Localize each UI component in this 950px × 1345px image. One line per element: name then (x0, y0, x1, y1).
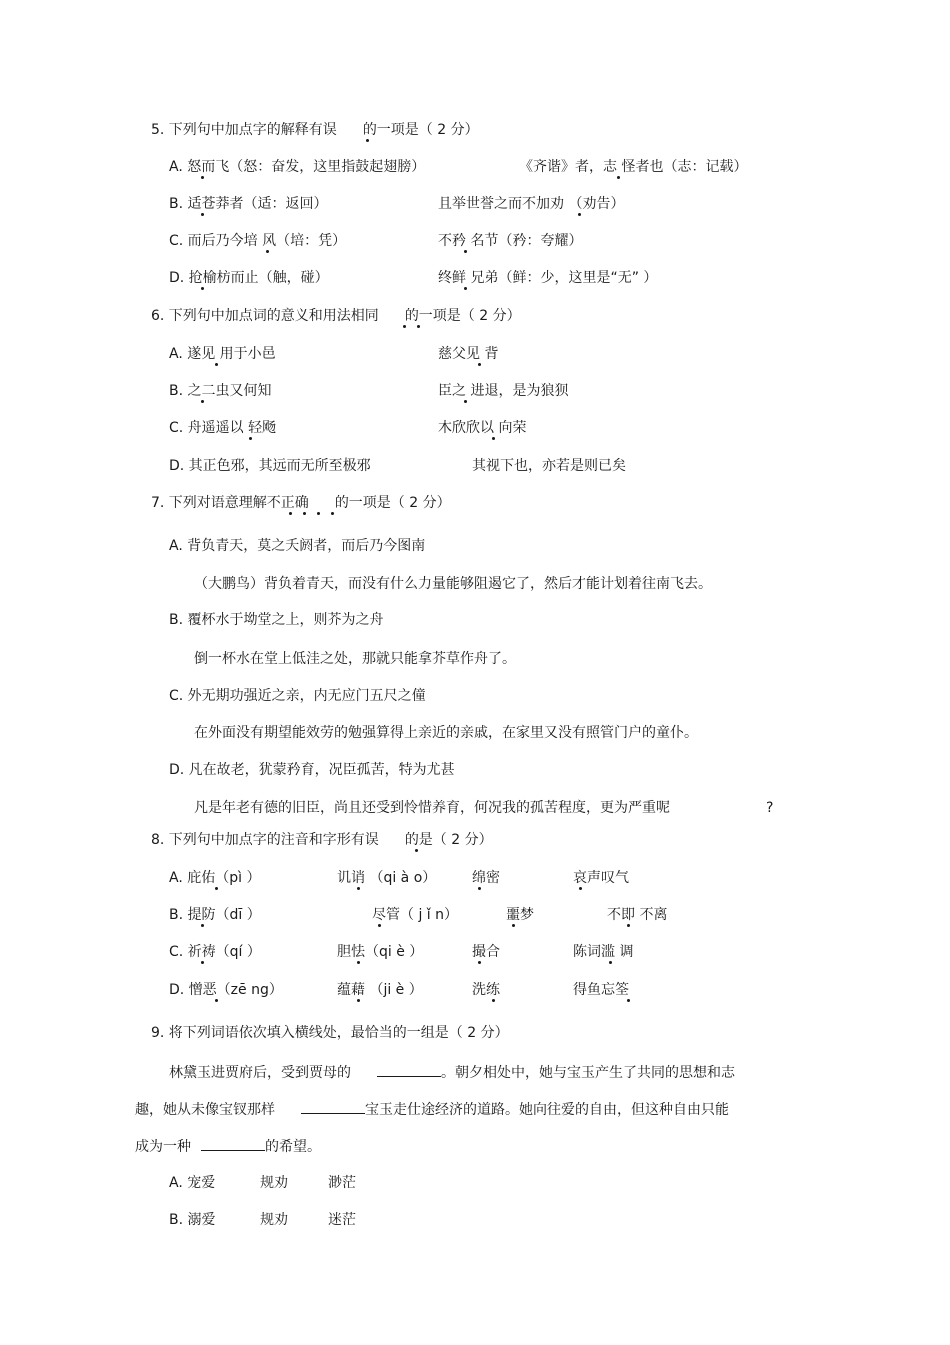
q5-option-d-right: 终鲜 兄弟（鲜：少，这里是“无” ） (438, 270, 658, 286)
emphasis-dot (201, 287, 204, 290)
emphasis-dot (201, 176, 204, 179)
emphasis-dot (492, 437, 495, 440)
q8-b-item-3: 噩梦 (506, 907, 534, 923)
emphasis-dot (303, 512, 306, 515)
q9-b-word-3: 迷茫 (328, 1212, 356, 1228)
emphasis-dot (579, 887, 582, 890)
emphasis-dot (478, 363, 481, 366)
q7-option-a-explanation: （大鹏鸟）背负着青天，而没有什么力量能够阻遏它了，然后才能计划着往南飞去。 (194, 576, 712, 592)
emphasis-dot (249, 437, 252, 440)
emphasis-dot (317, 512, 320, 515)
q8-c-item-3: 撮合 (472, 944, 500, 960)
q6-option-a-left: A. 遂见 用于小邑 (169, 346, 276, 362)
emphasis-dot (464, 287, 467, 290)
fill-blank-3 (201, 1136, 265, 1151)
q8-d-item-3: 洗练 (472, 982, 500, 998)
q6-option-d-left: D. 其正色邪，其远而无所至极邪 (169, 458, 371, 474)
q9-b-word-1: B. 溺爱 (169, 1212, 216, 1228)
q9-a-word-1: A. 宠爱 (169, 1175, 216, 1191)
fill-blank-2 (301, 1099, 365, 1114)
q5-option-d-left: D. 抢榆枋而止（触，碰） (169, 270, 329, 286)
q5-option-b-left: B. 适苍莽者（适：返回） (169, 196, 328, 212)
q6-option-c-right: 木欣欣以 向荣 (438, 420, 527, 436)
emphasis-dot (366, 139, 369, 142)
q7-option-d-explanation: 凡是年老有德的旧臣，尚且还受到怜惜养育，何况我的孤苦程度，更为严重呢 (194, 800, 670, 816)
emphasis-dot (357, 999, 360, 1002)
q7-option-a: A. 背负青天，莫之夭阏者，而后乃今图南 (169, 538, 426, 554)
emphasis-dot (492, 999, 495, 1002)
emphasis-dot (215, 363, 218, 366)
emphasis-dot (627, 999, 630, 1002)
q8-b-item-4: 不即 不离 (607, 907, 668, 923)
q7-option-d-question-mark: ? (766, 800, 774, 816)
q8-c-item-2: 胆怯（qi è ） (337, 944, 424, 960)
q9-passage-line-2: 趣，她从未像宝钗那样 宝玉走仕途经济的道路。她向往爱的自由，但这种自由只能 (135, 1099, 729, 1120)
q8-a-item-4: 哀声叹气 (573, 870, 629, 886)
emphasis-dot (417, 325, 420, 328)
q9-b-word-2: 规劝 (260, 1212, 288, 1228)
emphasis-dot (578, 213, 581, 216)
q8-a-item-2: 讥诮 （qi à o） (337, 870, 437, 886)
q8-c-item-1: C. 祈祷（qí ） (169, 944, 261, 960)
emphasis-dot (617, 176, 620, 179)
q8-a-item-3: 绵密 (472, 870, 500, 886)
q7-option-d: D. 凡在故老，犹蒙矜育，况臣孤苦，特为尤甚 (169, 762, 455, 778)
q6-option-b-right: 臣之 进退，是为狼狈 (438, 383, 569, 399)
q8-b-item-1: B. 提防（dī ） (169, 907, 261, 923)
emphasis-dot (357, 961, 360, 964)
emphasis-dot (478, 961, 481, 964)
emphasis-dot (415, 849, 418, 852)
q6-stem: 6. 下列句中加点词的意义和用法相同 的一项是（ 2 分） (151, 308, 521, 324)
q9-a-word-2: 规劝 (260, 1175, 288, 1191)
emphasis-dot (478, 887, 481, 890)
emphasis-dot (512, 924, 515, 927)
q5-option-a-left: A. 怒而飞（怒：奋发，这里指鼓起翅膀） (169, 159, 426, 175)
q8-d-item-1: D. 憎恶（zē ng） (169, 982, 283, 998)
q8-a-item-1: A. 庇佑（pì ） (169, 870, 261, 886)
q5-option-a-right: 《齐谐》者，志 怪者也（志：记载） (519, 159, 748, 175)
q9-stem: 9. 将下列词语依次填入横线处，最恰当的一组是（ 2 分） (151, 1025, 509, 1041)
q9-passage-line-1: 林黛玉进贾府后，受到贾母的 。朝夕相处中，她与宝玉产生了共同的思想和志 (169, 1062, 735, 1083)
emphasis-dot (464, 250, 467, 253)
emphasis-dot (378, 924, 381, 927)
q6-option-a-right: 慈父见 背 (438, 346, 499, 362)
q5-option-c-left: C. 而后乃今培 风（培：凭） (169, 233, 347, 249)
q8-d-item-2: 蕴藉 （ji è ） (337, 982, 423, 998)
q9-a-word-3: 渺茫 (328, 1175, 356, 1191)
q5-stem: 5. 下列句中加点字的解释有误 的一项是（ 2 分） (151, 122, 479, 138)
emphasis-dot (357, 887, 360, 890)
emphasis-dot (201, 924, 204, 927)
q7-stem: 7. 下列对语意理解不正确 的一项是（ 2 分） (151, 495, 451, 511)
q6-option-b-left: B. 之二虫又何知 (169, 383, 272, 399)
emphasis-dot (331, 512, 334, 515)
emphasis-dot (266, 250, 269, 253)
q7-option-c-explanation: 在外面没有期望能效劳的勉强算得上亲近的亲戚，在家里又没有照管门户的童仆。 (194, 725, 698, 741)
q5-option-b-right: 且举世誉之而不加劝 （劝告） (438, 196, 625, 212)
q9-passage-line-3: 成为一种 的希望。 (135, 1136, 321, 1157)
emphasis-dot (201, 961, 204, 964)
emphasis-dot (289, 512, 292, 515)
emphasis-dot (215, 887, 218, 890)
emphasis-dot (627, 924, 630, 927)
q8-d-item-4: 得鱼忘筌 (573, 982, 629, 998)
emphasis-dot (464, 400, 467, 403)
q8-stem: 8. 下列句中加点字的注音和字形有误 的是（ 2 分） (151, 832, 493, 848)
q7-option-b-explanation: 倒一杯水在堂上低洼之处，那就只能拿芥草作舟了。 (194, 651, 516, 667)
q5-option-c-right: 不矜 名节（矜：夸耀） (438, 233, 583, 249)
fill-blank-1 (377, 1062, 441, 1077)
q7-option-c: C. 外无期功强近之亲，内无应门五尺之僮 (169, 688, 426, 704)
q8-b-item-2: 尽管（ j ǐ n） (372, 907, 459, 923)
q6-option-d-right: 其视下也，亦若是则已矣 (472, 458, 626, 474)
q8-c-item-4: 陈词滥 调 (573, 944, 634, 960)
emphasis-dot (609, 961, 612, 964)
emphasis-dot (403, 325, 406, 328)
emphasis-dot (215, 999, 218, 1002)
q7-option-b: B. 覆杯水于坳堂之上，则芥为之舟 (169, 612, 384, 628)
q6-option-c-left: C. 舟遥遥以 轻飏 (169, 420, 277, 436)
emphasis-dot (201, 400, 204, 403)
emphasis-dot (201, 213, 204, 216)
